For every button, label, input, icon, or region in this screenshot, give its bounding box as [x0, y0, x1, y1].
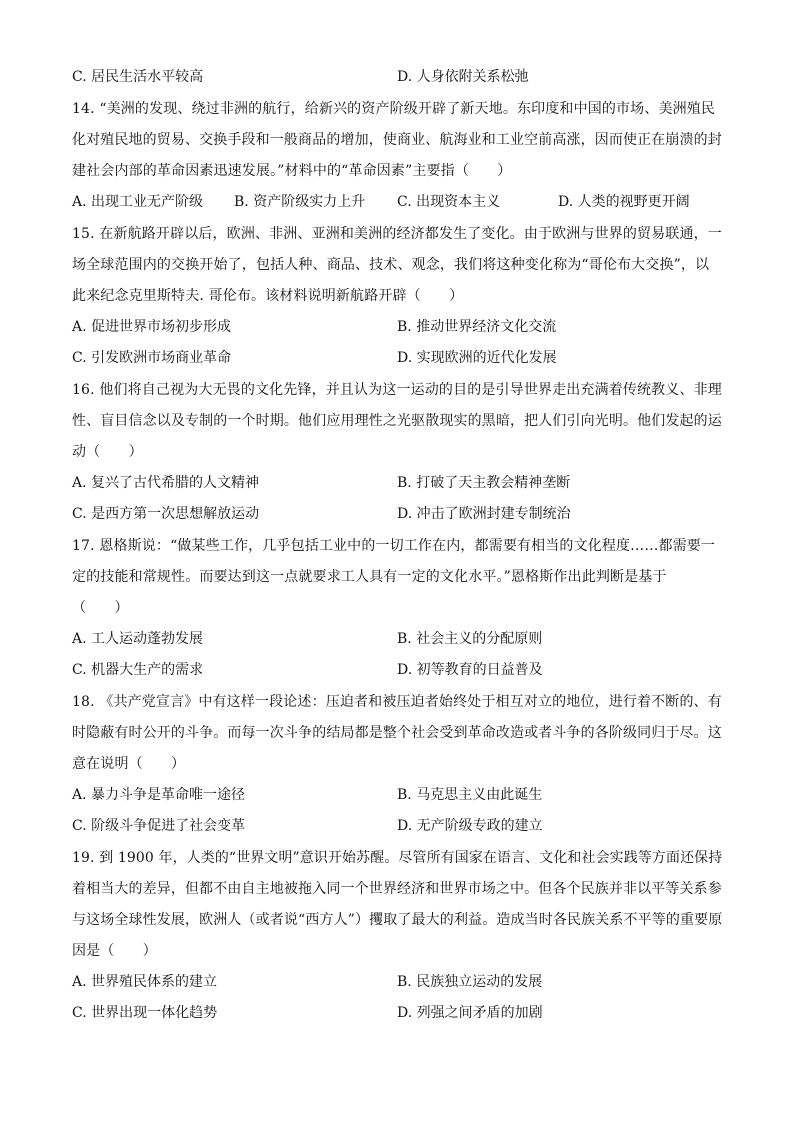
- q19-stem-line-4: 因是（ ）: [72, 943, 157, 959]
- q14-option-c: C. 出现资本主义: [397, 194, 501, 210]
- q16-stem-line-1: 16. 他们将自己视为大无畏的文化先锋，并且认为这一运动的目的是引导世界走出充满着传统教义、非理: [72, 382, 722, 398]
- q19-option-b: B. 民族独立运动的发展: [397, 974, 543, 990]
- q15-stem-line-3: 此来纪念克里斯特夫. 哥伦布。该材料说明新航路开辟（ ）: [72, 288, 464, 304]
- q14-option-d: D. 人类的视野更开阔: [558, 194, 690, 210]
- q14-option-a: A. 出现工业无产阶级: [72, 194, 204, 210]
- q16-option-a: A. 复兴了古代希腊的人文精神: [72, 475, 260, 491]
- q18-option-b: B. 马克思主义由此诞生: [397, 787, 543, 803]
- q18-stem-line-1: 18. 《共产党宣言》中有这样一段论述：压迫者和被压迫者始终处于相互对立的地位，进行着不断的、有: [72, 694, 722, 710]
- q18-option-d: D. 无产阶级专政的建立: [397, 818, 543, 834]
- q15-option-d: D. 实现欧洲的近代化发展: [397, 350, 557, 366]
- q17-option-a: A. 工人运动蓬勃发展: [72, 631, 204, 647]
- q15-option-c: C. 引发欧洲市场商业革命: [72, 350, 232, 366]
- q16-stem-line-3: 动（ ）: [72, 444, 143, 460]
- q19-option-c: C. 世界出现一体化趋势: [72, 1005, 218, 1021]
- q15-stem-line-1: 15. 在新航路开辟以后，欧洲、非洲、亚洲和美洲的经济都发生了变化。由于欧洲与世界的贸易联通，一: [72, 226, 722, 242]
- q14-option-b: B. 资产阶级实力上升: [234, 194, 366, 210]
- q14-stem-line-1: 14. “美洲的发现、绕过非洲的航行，给新兴的资产阶级开辟了新天地。东印度和中国的市场、美洲殖民: [72, 101, 716, 117]
- q19-option-d: D. 列强之间矛盾的加剧: [397, 1005, 543, 1021]
- q19-stem-line-2: 着相当大的差异，但都不由自主地被拖入同一个世界经济和世界市场之中。但各个民族并非以平等关系参: [72, 881, 722, 897]
- q17-option-b: B. 社会主义的分配原则: [397, 631, 543, 647]
- q17-option-d: D. 初等教育的日益普及: [397, 662, 543, 678]
- q19-stem-line-3: 与这场全球性发展，欧洲人（或者说“西方人”）攫取了最大的利益。造成当时各民族关系不平等的重要原: [72, 912, 723, 928]
- q17-stem-line-2: 定的技能和常规性。而要达到这一点就要求工人具有一定的文化水平。”恩格斯作出此判断是基于: [72, 569, 667, 585]
- q16-option-b: B. 打破了天主教会精神垄断: [397, 475, 571, 491]
- q16-option-d: D. 冲击了欧洲封建专制统治: [397, 506, 571, 522]
- q18-option-a: A. 暴力斗争是革命唯一途径: [72, 787, 246, 803]
- q14-stem-line-3: 建社会内部的革命因素迅速发展。”材料中的“革命因素”主要指（ ）: [72, 163, 512, 179]
- q17-stem-line-1: 17. 恩格斯说：“做某些工作，几乎包括工业中的一切工作在内，都需要有相当的文化程度……都需要一: [72, 538, 716, 554]
- q18-stem-line-2: 时隐蔽有时公开的斗争。而每一次斗争的结局都是整个社会受到革命改造或者斗争的各阶级同归于尽。这: [72, 725, 722, 741]
- q17-stem-line-3: （ ）: [72, 600, 129, 616]
- q18-option-c: C. 阶级斗争促进了社会变革: [72, 818, 246, 834]
- q15-stem-line-2: 场全球范围内的交换开始了，包括人种、商品、技术、观念，我们将这种变化称为“哥伦布大交换”，以: [72, 257, 710, 273]
- q15-option-b: B. 推动世界经济文化交流: [397, 319, 557, 335]
- q19-stem-line-1: 19. 到 1900 年，人类的“世界文明”意识开始苏醒。尽管所有国家在语言、文化和社会实践等方面还保持: [72, 850, 723, 866]
- q19-option-a: A. 世界殖民体系的建立: [72, 974, 218, 990]
- q17-option-c: C. 机器大生产的需求: [72, 662, 204, 678]
- q18-stem-line-3: 意在说明（ ）: [72, 756, 186, 772]
- q13-option-c: C. 居民生活水平较高: [72, 69, 204, 85]
- q16-stem-line-2: 性、盲目信念以及专制的一个时期。他们应用理性之光驱散现实的黑暗，把人们引向光明。他们发起的运: [72, 413, 722, 429]
- q16-option-c: C. 是西方第一次思想解放运动: [72, 506, 260, 522]
- q15-option-a: A. 促进世界市场初步形成: [72, 319, 232, 335]
- q13-option-d: D. 人身依附关系松弛: [397, 69, 529, 85]
- q14-stem-line-2: 化对殖民地的贸易、交换手段和一般商品的增加，使商业、航海业和工业空前高涨，因而使正在崩溃的封: [72, 132, 722, 148]
